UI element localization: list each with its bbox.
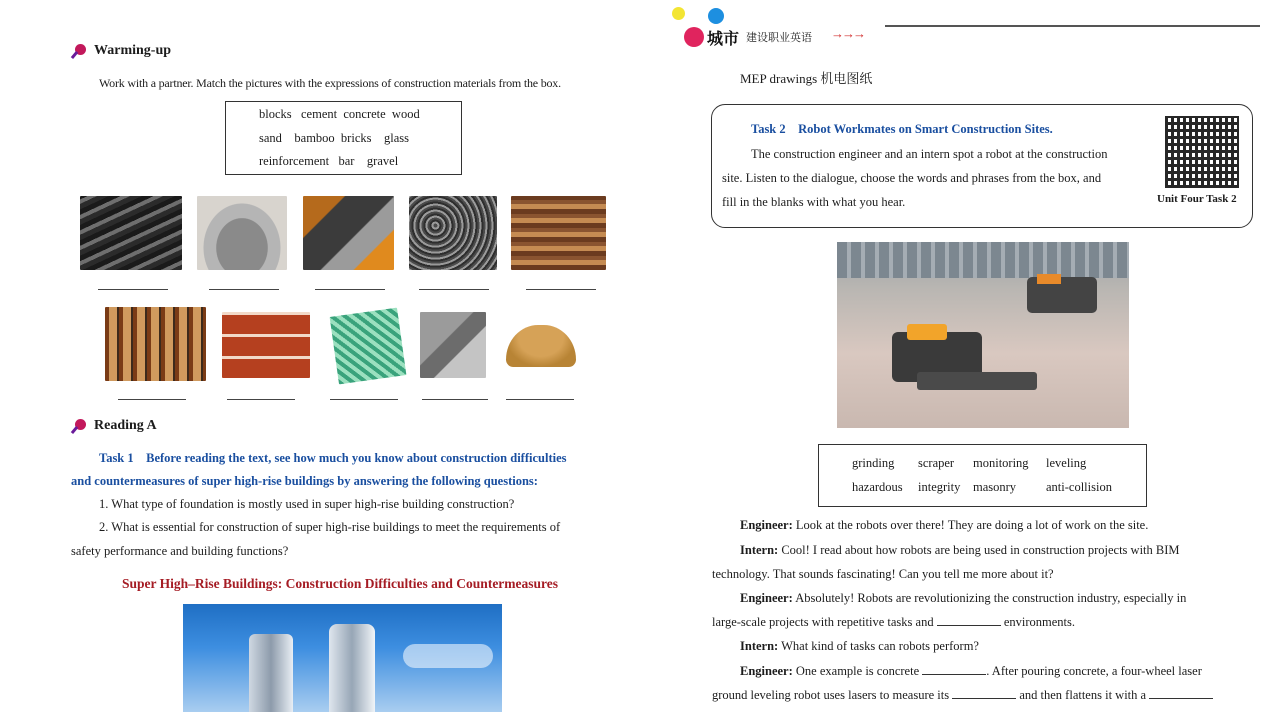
word-box-item: leveling xyxy=(1046,456,1087,470)
right-page xyxy=(655,0,1267,712)
word-box-item: hazardous xyxy=(852,480,903,494)
reading-heading xyxy=(72,418,157,434)
glass-image xyxy=(330,308,407,385)
cement-image xyxy=(197,196,287,270)
word-box-item: monitoring xyxy=(973,456,1029,470)
answer-blank[interactable] xyxy=(209,289,279,290)
answer-blank[interactable] xyxy=(227,399,295,400)
bamboo-image xyxy=(105,307,206,381)
word-box-row: sand bamboo bricks glass xyxy=(259,131,409,145)
word-box-item: scraper xyxy=(918,456,955,470)
pin-icon xyxy=(72,418,88,434)
answer-blank[interactable] xyxy=(118,399,186,400)
word-box-item: integrity xyxy=(918,480,961,494)
rebar-image xyxy=(80,196,182,270)
banner-arrows-icon: →→→ xyxy=(831,26,864,41)
mep-label: MEP drawings 机电图纸 xyxy=(740,71,873,86)
article-title: Super High–Rise Buildings: Construction Difficulties and Countermeasures xyxy=(122,576,559,591)
reading-title: Reading A xyxy=(94,418,157,433)
word-box-item: grinding xyxy=(852,456,895,470)
blocks-image xyxy=(420,312,486,378)
dialogue-line: technology. That sounds fascinating! Can you tell me more about it? xyxy=(712,567,1054,581)
fill-blank[interactable] xyxy=(952,687,1016,699)
warmup-title: Warming-up xyxy=(94,43,172,58)
question-2-line1: 2. What is essential for construction of super high-rise buildings to meet the requirements of xyxy=(99,520,561,534)
task2-line1: The construction engineer and an intern spot a robot at the construction xyxy=(751,147,1108,161)
gravel-image xyxy=(409,196,497,270)
dialogue-line: Intern: Cool! I read about how robots are being used in construction projects with BIM xyxy=(740,543,1180,557)
banner-subtitle: 建设职业英语 xyxy=(746,32,812,44)
word-box-item: masonry xyxy=(973,480,1017,494)
answer-blank[interactable] xyxy=(315,289,385,290)
pin-icon xyxy=(72,43,88,59)
skyscraper-image xyxy=(183,604,502,712)
warmup-heading xyxy=(72,43,171,59)
question-2-line2: safety performance and building functions? xyxy=(71,544,289,558)
dialogue-line: ground leveling robot uses lasers to measure its and then flattens it with a xyxy=(712,684,1213,707)
qr-code-icon[interactable] xyxy=(1165,116,1239,188)
answer-blank[interactable] xyxy=(330,399,398,400)
dialogue-line: Engineer: One example is concrete . After pouring concrete, a four-wheel laser xyxy=(740,664,1202,678)
blue-dot-icon xyxy=(708,8,724,24)
materials-word-box xyxy=(225,101,462,175)
qr-caption: Unit Four Task 2 xyxy=(1157,193,1237,205)
warmup-instruction: Work with a partner. Match the pictures with the expressions of construction materials from the box. xyxy=(99,76,561,90)
answer-blank[interactable] xyxy=(526,289,596,290)
dialogue-line: Engineer: Absolutely! Robots are revolutionizing the construction industry, especially in xyxy=(740,591,1187,605)
answer-blank[interactable] xyxy=(419,289,489,290)
robot-image xyxy=(837,242,1129,428)
fill-blank[interactable] xyxy=(922,663,986,675)
fill-blank[interactable] xyxy=(1149,687,1213,699)
answer-blank[interactable] xyxy=(422,399,488,400)
dialogue-line: Intern: What kind of tasks can robots perform? xyxy=(740,639,979,653)
task1-line2: and countermeasures of super high-rise buildings by answering the following questions: xyxy=(71,474,538,488)
concrete-image xyxy=(303,196,394,270)
task2-title: Task 2 Robot Workmates on Smart Construction Sites. xyxy=(751,122,1053,136)
fill-blank[interactable] xyxy=(937,614,1001,626)
yellow-dot-icon xyxy=(672,7,685,20)
answer-blank[interactable] xyxy=(98,289,168,290)
pink-dot-icon xyxy=(684,27,704,47)
banner-logo: 城市 xyxy=(707,31,740,48)
word-box-row: blocks cement concrete wood xyxy=(259,107,420,121)
word-box-item: anti-collision xyxy=(1046,480,1112,494)
dialogue-line: Engineer: Look at the robots over there! They are doing a lot of work on the site. xyxy=(740,518,1149,532)
answer-blank[interactable] xyxy=(506,399,574,400)
word-box xyxy=(818,444,1147,507)
sand-image xyxy=(506,325,576,367)
bricks-image xyxy=(222,312,310,378)
banner-rule xyxy=(885,25,1260,27)
task1-line1: Task 1 Before reading the text, see how much you know about construction difficulties xyxy=(99,451,567,465)
task2-line2: site. Listen to the dialogue, choose the words and phrases from the box, and xyxy=(722,171,1102,185)
word-box-row: reinforcement bar gravel xyxy=(259,154,399,168)
wood-image xyxy=(511,196,606,270)
question-1: 1. What type of foundation is mostly used in super high-rise building construction? xyxy=(99,497,515,511)
task2-line3: fill in the blanks with what you hear. xyxy=(722,195,906,209)
dialogue-line: large-scale projects with repetitive tasks and environments. xyxy=(712,615,1075,629)
